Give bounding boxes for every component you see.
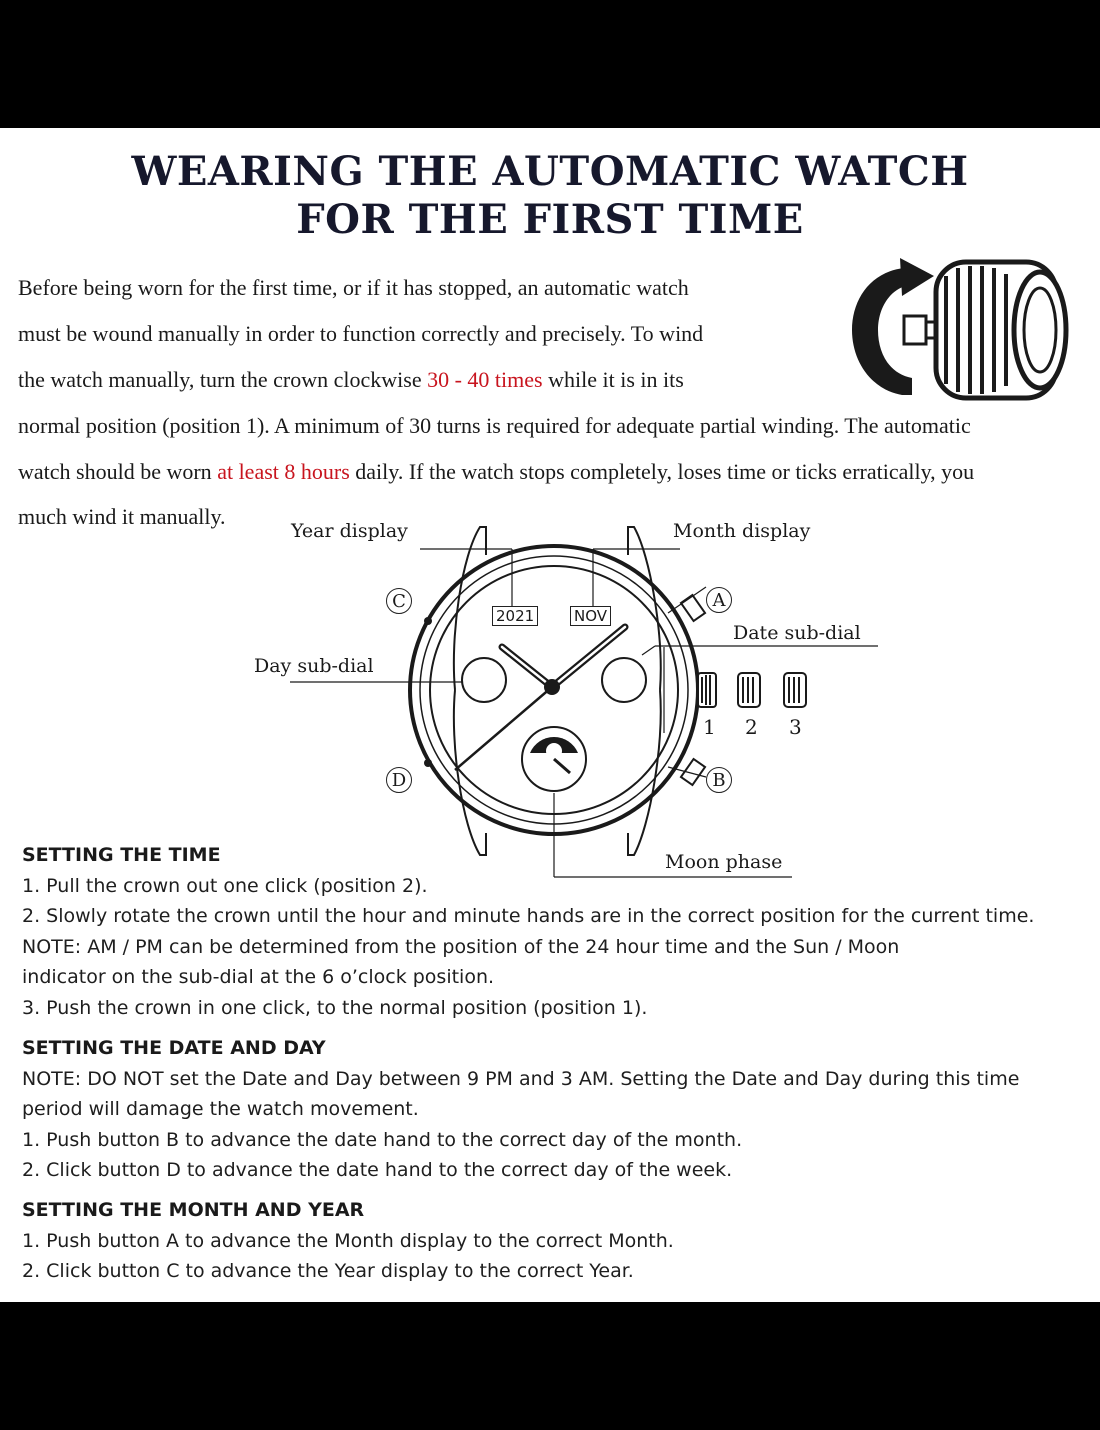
setting-date-step: 1. Push button B to advance the date hand to the correct day of the month. [22,1128,743,1151]
month-display-window: NOV [570,606,611,626]
intro-line-2: must be wound manually in order to function correctly and precisely. To wind [18,321,704,346]
button-c-marker: C [386,588,412,614]
button-b-marker: B [706,767,732,793]
page-title-line-1: WEARING THE AUTOMATIC WATCH [131,148,969,195]
setting-month-heading: SETTING THE MONTH AND YEAR [22,1199,365,1221]
intro-line-5-end: daily. If the watch stops completely, loses time or ticks erratically, you [349,459,975,484]
setting-time-heading: SETTING THE TIME [22,844,221,866]
intro-line-3-start: the watch manually, turn the crown clockwise [18,367,428,392]
year-display-window: 2021 [492,606,538,626]
setting-month-section [22,1195,1082,1287]
setting-time-note: NOTE: AM / PM can be determined from the position of the 24 hour time and the Sun / Moon [22,935,900,958]
setting-time-step: 3. Push the crown in one click, to the normal position (position 1). [22,996,648,1019]
bottom-black-bar [0,1302,1100,1430]
setting-date-note: period will damage the watch movement. [22,1098,419,1120]
wear-hours-highlight: at least 8 hours [217,459,350,484]
setting-time-note: indicator on the sub-dial at the 6 o’clock position. [22,966,495,988]
intro-line-4: normal position (position 1). A minimum of 30 turns is required for adequate partial winding. The automatic [18,413,971,438]
setting-date-section [22,1033,1082,1186]
setting-date-step: 2. Click button D to advance the date hand to the correct day of the week. [22,1159,733,1181]
page-title-line-2: FOR THE FIRST TIME [296,196,804,243]
date-subdial-label: Date sub-dial [733,622,861,644]
crown-position-2: 2 [745,715,758,739]
intro-line-6: much wind it manually. [18,504,226,529]
setting-time-step: 1. Pull the crown out one click (position 2). [22,874,428,897]
intro-line-1: Before being worn for the first time, or if it has stopped, an automatic watch [18,275,689,300]
year-display-label: Year display [291,520,408,542]
moon-phase-label: Moon phase [665,851,783,873]
setting-time-section [22,840,1082,1023]
setting-month-step: 2. Click button C to advance the Year display to the correct Year. [22,1260,634,1282]
top-black-bar [0,0,1100,128]
intro-line-5-start: watch should be worn [18,459,218,484]
intro-line-5 [18,459,974,485]
setting-date-heading: SETTING THE DATE AND DAY [22,1037,326,1059]
setting-time-step: 2. Slowly rotate the crown until the hour and minute hands are in the correct position for the current time. [22,905,1035,927]
intro-line-3 [18,367,684,393]
month-display-label: Month display [673,520,811,542]
setting-date-note: NOTE: DO NOT set the Date and Day between 9 PM and 3 AM. Setting the Date and Day during this time [22,1067,1020,1090]
button-a-marker: A [706,587,732,613]
intro-line-3-end: while it is in its [542,367,684,392]
crown-winding-icon [842,250,1082,410]
crown-position-3: 3 [789,715,802,739]
day-subdial-label: Day sub-dial [254,655,374,677]
crown-position-1: 1 [703,715,716,739]
button-d-marker: D [386,767,412,793]
watch-diagram [240,515,900,885]
setting-month-step: 1. Push button A to advance the Month display to the correct Month. [22,1229,674,1252]
watch-face-drawing [240,515,900,885]
winding-turns-highlight: 30 - 40 times [427,367,543,392]
